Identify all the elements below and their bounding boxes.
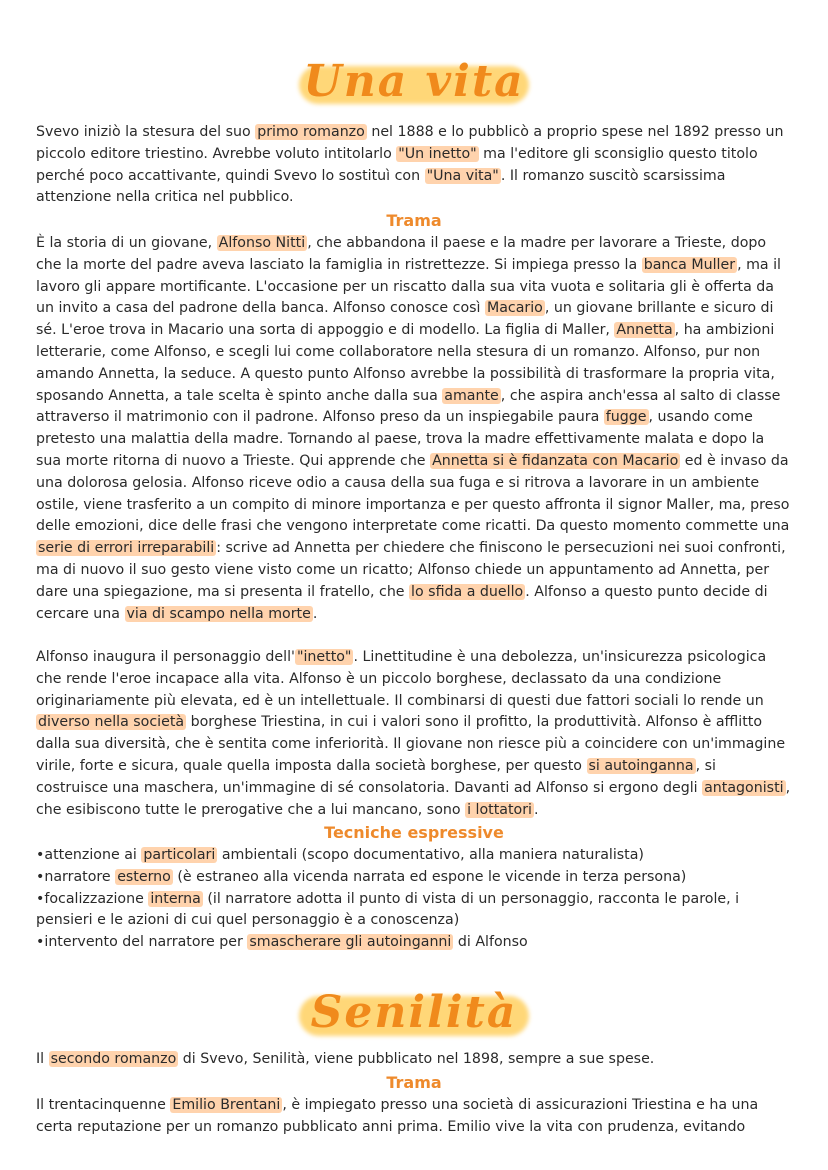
text-run: . xyxy=(312,605,318,622)
text-run: (il narratore adotta il punto di vista di un personaggio, racconta le parole, i pensieri e le azioni di cui quel personaggio è a conoscenza) xyxy=(36,890,740,929)
inetto-paragraph xyxy=(36,647,792,821)
text-run: , che aspira anch'essa al salto di classe attraverso il matrimonio con il padrone. Alfonso preso da un inspiegabile paura xyxy=(36,387,781,426)
highlight: si autoinganna xyxy=(588,757,694,774)
text-run: Il xyxy=(36,1051,49,1067)
highlight: Macario xyxy=(486,300,543,317)
text-run: attenzione ai xyxy=(44,847,142,863)
highlight: secondo romanzo xyxy=(50,1051,177,1067)
highlight: "inetto" xyxy=(296,649,352,665)
text-run: (è estraneo alla vicenda narrata ed espone le vicende in terza persona) xyxy=(172,868,687,885)
list-item xyxy=(36,889,792,933)
highlight: interna xyxy=(150,890,201,907)
title-senilita xyxy=(0,982,828,1044)
text-run: . xyxy=(533,801,539,818)
text-run: , un giovane brillante e sicuro di sé. L'eroe trova in Macario una sorta di appoggio e di modello. La figlia di Maller, xyxy=(36,300,774,339)
highlight: amante xyxy=(444,387,499,404)
highlight: primo romanzo xyxy=(257,124,365,140)
highlight: "Un inetto" xyxy=(398,145,477,162)
highlight: Emilio Brentani xyxy=(172,1097,281,1113)
text-run: , è impiegato presso una società di assicurazioni Triestina e ha una certa reputazione per un romanzo pubblicato anni prima. Emilio vive la vita con prudenza, evitando xyxy=(36,1097,759,1135)
text-run: Alfonso inaugura il personaggio dell' xyxy=(36,649,295,665)
text-run: . Il romanzo suscitò scarsissima attenzione nella critica nel pubblico. xyxy=(36,167,726,206)
heading-trama: Trama xyxy=(386,211,442,230)
text-run: , si costruisce una maschera, un'immagine di sé consolatoria. Davanti ad Alfonso si ergono degli xyxy=(36,757,716,796)
text-run: , usando come pretesto una malattia della madre. Tornando al paese, trova la madre effettivamente malata e dopo la sua morte ritorna di nuovo a Trieste. Qui apprende che xyxy=(36,409,765,469)
highlight: banca Muller xyxy=(643,256,736,273)
text-run: , che abbandona il paese e la madre per lavorare a Trieste, dopo che la morte del padre aveva lasciato la famiglia in ristrettezze. Si impiega presso la xyxy=(36,235,767,273)
text-run: ma l'editore gli sconsiglio questo titolo perché poco accattivante, quindi Svevo lo sostituì con xyxy=(36,145,758,184)
text-run: nel 1888 e lo pubblicò a proprio spese nel 1892 presso un piccolo editore triestino. Avrebbe voluto intitolarlo xyxy=(36,124,784,162)
highlight: Annetta si è fidanzata con Macario xyxy=(432,452,679,469)
highlight: lo sfida a duello xyxy=(411,583,524,600)
highlight: esterno xyxy=(117,868,171,885)
text-run: , che esibiscono tutte le prerogative che a lui mancano, sono xyxy=(36,779,791,818)
text-run: Il trentacinquenne xyxy=(36,1097,171,1113)
text-run: . Alfonso a questo punto decide di cercare una xyxy=(36,583,768,622)
text-run: ed è invaso da una dolorosa gelosia. Alfonso riceve odio a causa della sua fuga e si ritrova a lavorare in un ambiente ostile, viene trasferito a un compito di minore importanza e per questo affronta il signor Maller, ma, preso delle emozioni, dice delle frasi che vengono interpretate come ricatti. Da questo momento commette una xyxy=(36,452,790,535)
highlight: "Una vita" xyxy=(426,167,499,184)
highlight: serie di errori irreparabili xyxy=(38,540,215,557)
highlight: Annetta xyxy=(616,322,673,339)
text-run: ambientali (scopo documentativo, alla maniera naturalista) xyxy=(217,847,644,863)
text-run: Svevo iniziò la stesura del suo xyxy=(36,124,256,140)
highlight: via di scampo nella morte xyxy=(126,605,311,622)
highlight: Alfonso Nitti xyxy=(218,235,306,251)
tecniche-list xyxy=(36,845,792,954)
trama2-paragraph xyxy=(36,1095,792,1139)
highlight: i lottatori xyxy=(467,801,532,818)
trama-paragraph xyxy=(36,233,792,625)
highlight: antagonisti xyxy=(704,779,784,796)
list-item xyxy=(36,845,792,867)
text-run: . Linettitudine è una debolezza, un'insicurezza psicologica che rende l'eroe incapace alla vita. Alfonso è un piccolo borghese, declassato da una condizione originariamente più elevata, ed è un intellettuale. Il combinarsi di questi due fattori sociali lo rende un xyxy=(36,649,767,709)
title-text: Senilità xyxy=(310,987,518,1038)
highlight: diverso nella società xyxy=(38,714,185,731)
text-run: intervento del narratore per xyxy=(44,934,248,951)
text-run: borghese Triestina, in cui i valori sono il profitto, la produttività. Alfonso è afflitto dalla sua diversità, che è sentita come inferiorità. Il giovane non riesce più a coincidere con un'immagine virile, forte e sicura, quale quella imposta dalla società borghese, per questo xyxy=(36,714,786,774)
list-item xyxy=(36,867,792,889)
text-run: È la storia di un giovane, xyxy=(36,235,217,251)
senilita-intro xyxy=(36,1049,792,1071)
intro-paragraph xyxy=(36,122,792,209)
heading-tecniche: Tecniche espressive xyxy=(324,823,504,842)
list-item xyxy=(36,932,792,954)
text-run: narratore xyxy=(44,868,116,885)
highlight: fugge xyxy=(605,409,647,426)
text-run: , ha ambizioni letterarie, come Alfonso, e scegli lui come collaboratore nella stesura di un romanzo. Alfonso, pur non amando Annetta, la seduce. A questo punto Alfonso avrebbe la possibilità di trasformare la propria vita, sposando Annetta, a tale scelta è spinto anche dalla sua xyxy=(36,322,775,404)
text-run: , ma il lavoro gli appare mortificante. L'occasione per un riscatto dalla sua vita vuota e solitaria gli è offerta da un invito a casa del padrone della banca. Alfonso conosce così xyxy=(36,256,781,317)
text-run: focalizzazione xyxy=(44,890,149,907)
text-run: : scrive ad Annetta per chiedere che finiscono le persecuzioni nei suoi confronti, ma di nuovo il suo gesto viene visto come un ricatto; Alfonso chiede un appuntamento ad Annetta, per dare una spiegazione, ma si presenta il fratello, che xyxy=(36,540,786,600)
highlight: particolari xyxy=(143,847,216,863)
title-una-vita xyxy=(0,52,828,112)
heading-trama-2: Trama xyxy=(386,1073,442,1092)
text-run: di Alfonso xyxy=(453,934,528,951)
highlight: smascherare gli autoinganni xyxy=(249,934,452,951)
text-run: di Svevo, Senilità, viene pubblicato nel 1898, sempre a sue spese. xyxy=(178,1051,655,1067)
title-text: Una vita xyxy=(303,56,525,107)
